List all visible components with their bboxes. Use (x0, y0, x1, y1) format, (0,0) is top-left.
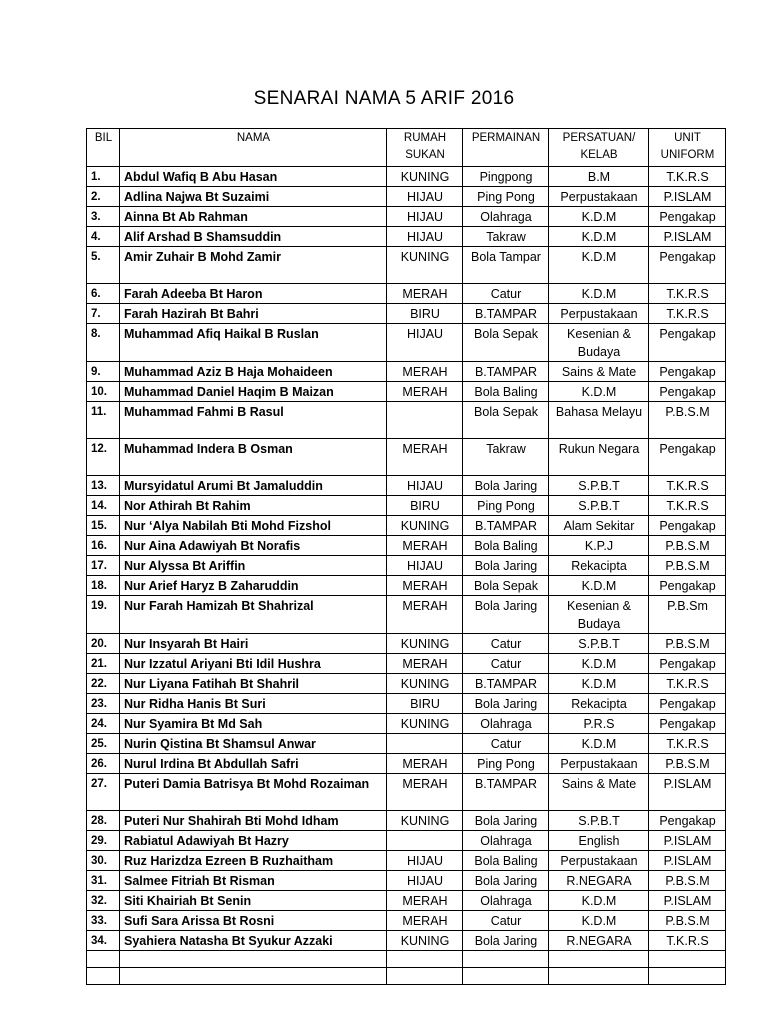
cell-unit-uniform: P.ISLAM (649, 187, 726, 207)
header-permainan: PERMAINAN (463, 129, 549, 167)
cell-persatuan-kelab: K.D.M (549, 734, 649, 754)
table-row (87, 496, 726, 516)
cell-unit-uniform: Pengakap (649, 207, 726, 227)
cell-unit-uniform: P.B.S.M (649, 871, 726, 891)
cell-unit-uniform: T.K.R.S (649, 476, 726, 496)
cell-nama: Puteri Damia Batrisya Bt Mohd Rozaiman (120, 774, 387, 811)
cell-persatuan-kelab: Perpustakaan (549, 754, 649, 774)
cell-persatuan-kelab: Perpustakaan (549, 304, 649, 324)
cell-permainan: B.TAMPAR (463, 674, 549, 694)
cell-nama: Adlina Najwa Bt Suzaimi (120, 187, 387, 207)
cell-persatuan-kelab: Perpustakaan (549, 851, 649, 871)
cell-persatuan-kelab: R.NEGARA (549, 931, 649, 951)
cell-persatuan-kelab: K.D.M (549, 284, 649, 304)
table-row (87, 754, 726, 774)
table-row (87, 774, 726, 811)
cell-nama: Syahiera Natasha Bt Syukur Azzaki (120, 931, 387, 951)
table-row (87, 284, 726, 304)
cell-bil: 23. (87, 694, 120, 714)
cell-nama: Nurin Qistina Bt Shamsul Anwar (120, 734, 387, 754)
cell-rumah-sukan: HIJAU (387, 871, 463, 891)
cell-nama: Nur Arief Haryz B Zaharuddin (120, 576, 387, 596)
cell-unit-uniform: P.B.S.M (649, 754, 726, 774)
cell-permainan: Olahraga (463, 207, 549, 227)
cell-rumah-sukan: HIJAU (387, 556, 463, 576)
cell-rumah-sukan: MERAH (387, 362, 463, 382)
cell-rumah-sukan: KUNING (387, 811, 463, 831)
cell-rumah-sukan: BIRU (387, 304, 463, 324)
cell-unit-uniform: P.B.S.M (649, 911, 726, 931)
cell-persatuan-kelab: K.D.M (549, 674, 649, 694)
cell-bil: 26. (87, 754, 120, 774)
cell-bil: 21. (87, 654, 120, 674)
cell-unit-uniform: Pengakap (649, 439, 726, 476)
table-row (87, 576, 726, 596)
cell-bil: 16. (87, 536, 120, 556)
cell-nama: Salmee Fitriah Bt Risman (120, 871, 387, 891)
table-row (87, 382, 726, 402)
cell-permainan: B.TAMPAR (463, 362, 549, 382)
cell-permainan: Ping Pong (463, 187, 549, 207)
cell-bil: 18. (87, 576, 120, 596)
cell-permainan: Catur (463, 634, 549, 654)
cell-permainan: Catur (463, 911, 549, 931)
cell-rumah-sukan: MERAH (387, 774, 463, 811)
cell-unit-uniform: P.ISLAM (649, 831, 726, 851)
cell-rumah-sukan: BIRU (387, 694, 463, 714)
cell-bil: 27. (87, 774, 120, 811)
cell-nama: Muhammad Indera B Osman (120, 439, 387, 476)
cell-unit-uniform: P.B.Sm (649, 596, 726, 634)
cell-bil: 24. (87, 714, 120, 734)
cell-bil: 11. (87, 402, 120, 439)
cell-rumah-sukan: MERAH (387, 891, 463, 911)
cell-nama: Nur ‘Alya Nabilah Bti Mohd Fizshol (120, 516, 387, 536)
cell-rumah-sukan: HIJAU (387, 207, 463, 227)
cell-nama: Puteri Nur Shahirah Bti Mohd Idham (120, 811, 387, 831)
cell-nama: Nur Insyarah Bt Hairi (120, 634, 387, 654)
header-unit-uniform: UNIT UNIFORM (649, 129, 726, 167)
table-row (87, 227, 726, 247)
table-row (87, 556, 726, 576)
cell-unit-uniform: T.K.R.S (649, 304, 726, 324)
cell-permainan: Bola Jaring (463, 811, 549, 831)
empty-cell (87, 951, 120, 968)
cell-permainan: Catur (463, 654, 549, 674)
cell-nama: Nurul Irdina Bt Abdullah Safri (120, 754, 387, 774)
empty-cell (387, 951, 463, 968)
cell-permainan: Ping Pong (463, 496, 549, 516)
empty-cell (649, 951, 726, 968)
cell-nama: Nur Syamira Bt Md Sah (120, 714, 387, 734)
cell-nama: Sufi Sara Arissa Bt Rosni (120, 911, 387, 931)
cell-rumah-sukan: MERAH (387, 536, 463, 556)
table-row (87, 516, 726, 536)
cell-persatuan-kelab: English (549, 831, 649, 851)
cell-unit-uniform: Pengakap (649, 247, 726, 284)
cell-bil: 1. (87, 167, 120, 187)
cell-bil: 30. (87, 851, 120, 871)
cell-nama: Ainna Bt Ab Rahman (120, 207, 387, 227)
cell-rumah-sukan (387, 734, 463, 754)
table-row (87, 247, 726, 284)
empty-cell (549, 968, 649, 985)
cell-rumah-sukan: MERAH (387, 284, 463, 304)
empty-cell (387, 968, 463, 985)
cell-permainan: Bola Jaring (463, 931, 549, 951)
table-row (87, 476, 726, 496)
cell-rumah-sukan: MERAH (387, 439, 463, 476)
cell-permainan: Takraw (463, 439, 549, 476)
cell-permainan: Olahraga (463, 714, 549, 734)
cell-persatuan-kelab: P.R.S (549, 714, 649, 734)
table-row (87, 674, 726, 694)
cell-permainan: Pingpong (463, 167, 549, 187)
table-row (87, 634, 726, 654)
cell-persatuan-kelab: Sains & Mate (549, 362, 649, 382)
cell-rumah-sukan: KUNING (387, 674, 463, 694)
cell-bil: 22. (87, 674, 120, 694)
empty-cell (463, 968, 549, 985)
cell-unit-uniform: T.K.R.S (649, 496, 726, 516)
header-bil: BIL (87, 129, 120, 167)
cell-nama: Alif Arshad B Shamsuddin (120, 227, 387, 247)
empty-cell (463, 951, 549, 968)
cell-nama: Ruz Harizdza Ezreen B Ruzhaitham (120, 851, 387, 871)
cell-permainan: Catur (463, 284, 549, 304)
cell-unit-uniform: T.K.R.S (649, 931, 726, 951)
cell-permainan: B.TAMPAR (463, 516, 549, 536)
cell-nama: Muhammad Daniel Haqim B Maizan (120, 382, 387, 402)
cell-persatuan-kelab: S.P.B.T (549, 634, 649, 654)
cell-rumah-sukan: HIJAU (387, 324, 463, 362)
cell-bil: 14. (87, 496, 120, 516)
table-row (87, 811, 726, 831)
table-row (87, 831, 726, 851)
empty-cell (549, 951, 649, 968)
cell-nama: Muhammad Afiq Haikal B Ruslan (120, 324, 387, 362)
cell-bil: 7. (87, 304, 120, 324)
table-row (87, 714, 726, 734)
cell-persatuan-kelab: B.M (549, 167, 649, 187)
cell-bil: 8. (87, 324, 120, 362)
cell-unit-uniform: Pengakap (649, 324, 726, 362)
document-title: SENARAI NAMA 5 ARIF 2016 (253, 88, 515, 109)
header-rumah-sukan: RUMAH SUKAN (387, 129, 463, 167)
cell-rumah-sukan: KUNING (387, 634, 463, 654)
cell-bil: 3. (87, 207, 120, 227)
cell-permainan: Bola Sepak (463, 576, 549, 596)
cell-permainan: Bola Baling (463, 382, 549, 402)
cell-unit-uniform: T.K.R.S (649, 167, 726, 187)
cell-rumah-sukan (387, 402, 463, 439)
cell-persatuan-kelab: S.P.B.T (549, 476, 649, 496)
cell-bil: 15. (87, 516, 120, 536)
cell-persatuan-kelab: Rekacipta (549, 694, 649, 714)
cell-persatuan-kelab: Sains & Mate (549, 774, 649, 811)
header-persatuan-kelab: PERSATUAN/ KELAB (549, 129, 649, 167)
cell-bil: 28. (87, 811, 120, 831)
cell-nama: Amir Zuhair B Mohd Zamir (120, 247, 387, 284)
table-body (87, 167, 726, 985)
cell-nama: Abdul Wafiq B Abu Hasan (120, 167, 387, 187)
cell-persatuan-kelab: Bahasa Melayu (549, 402, 649, 439)
table-row (87, 304, 726, 324)
cell-permainan: Bola Jaring (463, 556, 549, 576)
student-roster-table (86, 128, 726, 985)
cell-rumah-sukan: HIJAU (387, 476, 463, 496)
cell-unit-uniform: P.ISLAM (649, 227, 726, 247)
table-row (87, 734, 726, 754)
cell-unit-uniform: Pengakap (649, 576, 726, 596)
cell-unit-uniform: P.B.S.M (649, 556, 726, 576)
table-row (87, 911, 726, 931)
cell-unit-uniform: T.K.R.S (649, 674, 726, 694)
cell-bil: 12. (87, 439, 120, 476)
cell-persatuan-kelab: K.D.M (549, 911, 649, 931)
table-row (87, 362, 726, 382)
cell-permainan: Bola Jaring (463, 871, 549, 891)
header-nama: NAMA (120, 129, 387, 167)
cell-unit-uniform: P.ISLAM (649, 891, 726, 911)
cell-nama: Farah Hazirah Bt Bahri (120, 304, 387, 324)
empty-row (87, 968, 726, 985)
cell-unit-uniform: Pengakap (649, 694, 726, 714)
cell-persatuan-kelab: Perpustakaan (549, 187, 649, 207)
table-row (87, 402, 726, 439)
cell-permainan: Bola Jaring (463, 694, 549, 714)
cell-bil: 13. (87, 476, 120, 496)
cell-rumah-sukan: KUNING (387, 516, 463, 536)
cell-rumah-sukan: HIJAU (387, 187, 463, 207)
cell-persatuan-kelab: Rukun Negara (549, 439, 649, 476)
cell-nama: Nur Liyana Fatihah Bt Shahril (120, 674, 387, 694)
cell-unit-uniform: P.B.S.M (649, 634, 726, 654)
cell-bil: 10. (87, 382, 120, 402)
cell-rumah-sukan: MERAH (387, 654, 463, 674)
cell-bil: 19. (87, 596, 120, 634)
table-row (87, 324, 726, 362)
cell-nama: Farah Adeeba Bt Haron (120, 284, 387, 304)
cell-rumah-sukan: MERAH (387, 911, 463, 931)
cell-permainan: Bola Sepak (463, 324, 549, 362)
cell-permainan: B.TAMPAR (463, 304, 549, 324)
empty-cell (120, 951, 387, 968)
cell-persatuan-kelab: K.D.M (549, 891, 649, 911)
cell-nama: Rabiatul Adawiyah Bt Hazry (120, 831, 387, 851)
table-row (87, 207, 726, 227)
cell-permainan: Catur (463, 734, 549, 754)
cell-bil: 2. (87, 187, 120, 207)
cell-permainan: Bola Sepak (463, 402, 549, 439)
cell-rumah-sukan: KUNING (387, 167, 463, 187)
cell-bil: 29. (87, 831, 120, 851)
cell-persatuan-kelab: K.P.J (549, 536, 649, 556)
table-row (87, 187, 726, 207)
cell-persatuan-kelab: K.D.M (549, 382, 649, 402)
table-row (87, 931, 726, 951)
cell-nama: Nur Izzatul Ariyani Bti Idil Hushra (120, 654, 387, 674)
cell-nama: Muhammad Fahmi B Rasul (120, 402, 387, 439)
cell-bil: 25. (87, 734, 120, 754)
empty-row (87, 951, 726, 968)
cell-permainan: Bola Baling (463, 851, 549, 871)
cell-permainan: Bola Baling (463, 536, 549, 556)
cell-bil: 34. (87, 931, 120, 951)
cell-persatuan-kelab: Rekacipta (549, 556, 649, 576)
table-row (87, 694, 726, 714)
cell-bil: 9. (87, 362, 120, 382)
cell-nama: Nur Ridha Hanis Bt Suri (120, 694, 387, 714)
cell-rumah-sukan: KUNING (387, 714, 463, 734)
cell-rumah-sukan: MERAH (387, 754, 463, 774)
cell-permainan: Ping Pong (463, 754, 549, 774)
cell-rumah-sukan: BIRU (387, 496, 463, 516)
cell-unit-uniform: P.ISLAM (649, 774, 726, 811)
cell-rumah-sukan: HIJAU (387, 851, 463, 871)
cell-unit-uniform: P.B.S.M (649, 536, 726, 556)
cell-nama: Nur Aina Adawiyah Bt Norafis (120, 536, 387, 556)
cell-unit-uniform: Pengakap (649, 714, 726, 734)
cell-rumah-sukan: MERAH (387, 576, 463, 596)
cell-persatuan-kelab: S.P.B.T (549, 811, 649, 831)
cell-rumah-sukan: MERAH (387, 382, 463, 402)
empty-cell (649, 968, 726, 985)
cell-permainan: Takraw (463, 227, 549, 247)
cell-unit-uniform: Pengakap (649, 516, 726, 536)
cell-nama: Nur Farah Hamizah Bt Shahrizal (120, 596, 387, 634)
empty-cell (120, 968, 387, 985)
table-row (87, 596, 726, 634)
cell-nama: Muhammad Aziz B Haja Mohaideen (120, 362, 387, 382)
table-row (87, 536, 726, 556)
cell-rumah-sukan: HIJAU (387, 227, 463, 247)
cell-nama: Mursyidatul Arumi Bt Jamaluddin (120, 476, 387, 496)
cell-persatuan-kelab: S.P.B.T (549, 496, 649, 516)
table-row (87, 167, 726, 187)
cell-permainan: Bola Tampar (463, 247, 549, 284)
cell-unit-uniform: T.K.R.S (649, 284, 726, 304)
table-row (87, 439, 726, 476)
cell-persatuan-kelab: K.D.M (549, 654, 649, 674)
cell-unit-uniform: T.K.R.S (649, 734, 726, 754)
cell-unit-uniform: P.B.S.M (649, 402, 726, 439)
cell-bil: 4. (87, 227, 120, 247)
cell-bil: 6. (87, 284, 120, 304)
table-row (87, 871, 726, 891)
table-row (87, 891, 726, 911)
table-row (87, 654, 726, 674)
cell-permainan: Bola Jaring (463, 596, 549, 634)
empty-cell (87, 968, 120, 985)
cell-nama: Nur Alyssa Bt Ariffin (120, 556, 387, 576)
cell-bil: 32. (87, 891, 120, 911)
cell-persatuan-kelab: Kesenian & Budaya (549, 324, 649, 362)
cell-permainan: Olahraga (463, 831, 549, 851)
cell-persatuan-kelab: Alam Sekitar (549, 516, 649, 536)
cell-bil: 33. (87, 911, 120, 931)
cell-permainan: Bola Jaring (463, 476, 549, 496)
cell-nama: Nor Athirah Bt Rahim (120, 496, 387, 516)
cell-unit-uniform: Pengakap (649, 811, 726, 831)
cell-rumah-sukan (387, 831, 463, 851)
cell-persatuan-kelab: K.D.M (549, 207, 649, 227)
cell-bil: 20. (87, 634, 120, 654)
cell-bil: 31. (87, 871, 120, 891)
cell-unit-uniform: Pengakap (649, 654, 726, 674)
cell-persatuan-kelab: R.NEGARA (549, 871, 649, 891)
cell-unit-uniform: P.ISLAM (649, 851, 726, 871)
cell-unit-uniform: Pengakap (649, 382, 726, 402)
cell-rumah-sukan: KUNING (387, 931, 463, 951)
cell-rumah-sukan: KUNING (387, 247, 463, 284)
table-header-row (87, 129, 726, 167)
table-row (87, 851, 726, 871)
cell-unit-uniform: Pengakap (649, 362, 726, 382)
cell-persatuan-kelab: K.D.M (549, 227, 649, 247)
cell-bil: 5. (87, 247, 120, 284)
cell-persatuan-kelab: K.D.M (549, 247, 649, 284)
cell-bil: 17. (87, 556, 120, 576)
cell-rumah-sukan: MERAH (387, 596, 463, 634)
cell-permainan: Olahraga (463, 891, 549, 911)
cell-persatuan-kelab: K.D.M (549, 576, 649, 596)
cell-persatuan-kelab: Kesenian & Budaya (549, 596, 649, 634)
cell-nama: Siti Khairiah Bt Senin (120, 891, 387, 911)
cell-permainan: B.TAMPAR (463, 774, 549, 811)
